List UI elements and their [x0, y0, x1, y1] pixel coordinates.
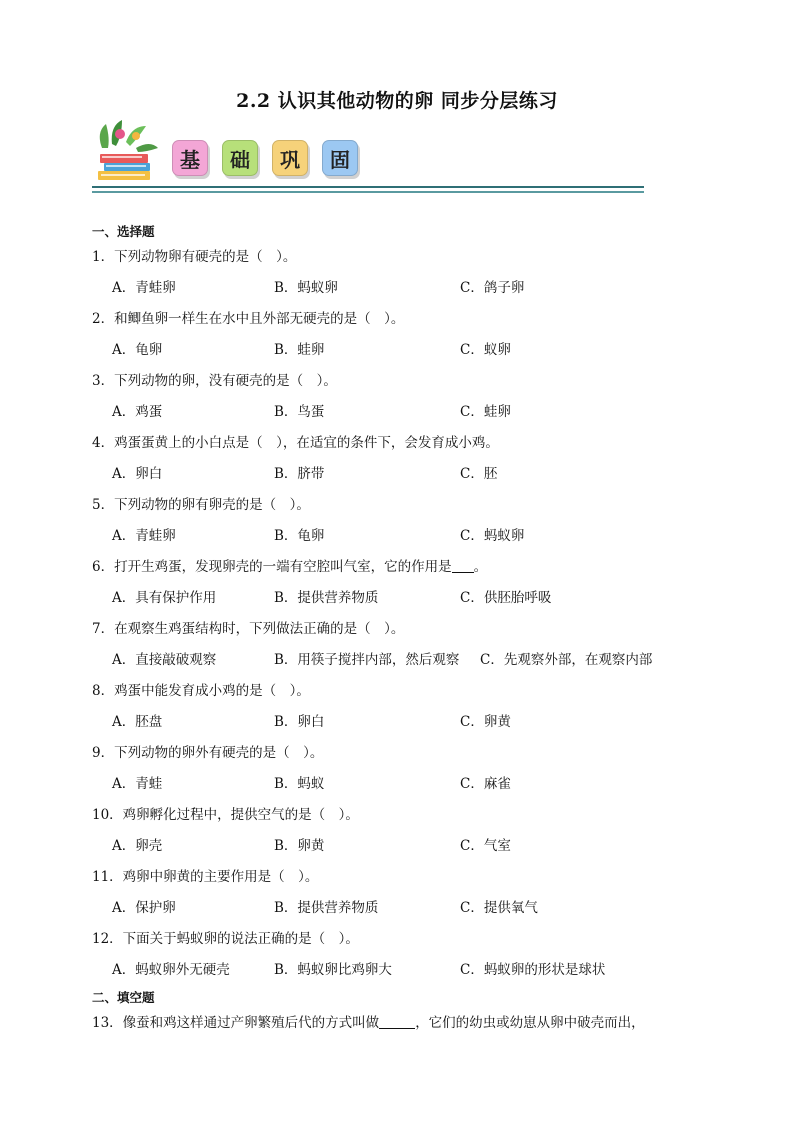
section-banner — [92, 118, 652, 198]
question-stem: 3．下列动物的卵，没有硬壳的是（ ）。 — [92, 373, 337, 389]
option-c: C．气室 — [460, 838, 511, 854]
question-options — [92, 583, 712, 614]
option-a: A．青蛙 — [112, 776, 163, 792]
option-b: B．龟卵 — [274, 528, 325, 544]
question-stem: 13．像蚕和鸡这样通过产卵繁殖后代的方式叫做 ，它们的幼虫或幼崽从卵中破壳而出， — [92, 1015, 645, 1031]
option-a: A．胚盘 — [112, 714, 163, 730]
option-a: A．青蛙卵 — [112, 528, 176, 544]
option-b: B．脐带 — [274, 466, 325, 482]
option-b: B．蚂蚁卵比鸡卵大 — [274, 962, 392, 978]
section-heading-fill: 二、填空题 — [92, 990, 155, 1005]
option-a: A．鸡蛋 — [112, 404, 163, 420]
question-stem: 8．鸡蛋中能发育成小鸡的是（ ）。 — [92, 683, 310, 699]
question-options — [92, 707, 712, 738]
option-c: C．先观察外部，在观察内部 — [480, 652, 653, 668]
option-c: C．胚 — [460, 466, 498, 482]
option-c: C．卵黄 — [460, 714, 511, 730]
banner-tile-gong: 巩 — [272, 140, 308, 176]
section-heading-choice: 一、选择题 — [92, 224, 155, 239]
question-stem: 6．打开生鸡蛋，发现卵壳的一端有空腔叫气室，它的作用是 。 — [92, 559, 488, 575]
question-stem: 12．下面关于蚂蚁卵的说法正确的是（ ）。 — [92, 931, 359, 947]
question-stem: 7．在观察生鸡蛋结构时，下列做法正确的是（ ）。 — [92, 621, 405, 637]
option-a: A．卵白 — [112, 466, 163, 482]
option-c: C．蚂蚁卵 — [460, 528, 525, 544]
option-b: B．卵白 — [274, 714, 325, 730]
answer-blank — [452, 558, 474, 573]
option-c: C．麻雀 — [460, 776, 511, 792]
question-options — [92, 831, 712, 862]
option-b: B．鸟蛋 — [274, 404, 325, 420]
question-options — [92, 273, 712, 304]
question-options — [92, 769, 712, 800]
question-options — [92, 893, 712, 924]
question-options — [92, 521, 712, 552]
question-options — [92, 645, 712, 676]
banner-divider-thin — [92, 191, 644, 193]
answer-blank — [379, 1014, 415, 1029]
banner-divider — [92, 186, 644, 188]
option-a: A．龟卵 — [112, 342, 163, 358]
option-a: A．保护卵 — [112, 900, 176, 916]
question-stem: 5．下列动物的卵有卵壳的是（ ）。 — [92, 497, 310, 513]
banner-tiles — [172, 140, 358, 176]
question-options — [92, 955, 712, 986]
option-b: B．卵黄 — [274, 838, 325, 854]
option-c: C．供胚胎呼吸 — [460, 590, 552, 606]
question-stem: 11．鸡卵中卵黄的主要作用是（ ）。 — [92, 869, 319, 885]
option-b: B．蚂蚁卵 — [274, 280, 338, 296]
option-a: A．青蛙卵 — [112, 280, 176, 296]
question-stem: 2．和鲫鱼卵一样生在水中且外部无硬壳的是（ ）。 — [92, 311, 405, 327]
banner-tile-chu: 础 — [222, 140, 258, 176]
option-c: C．蚂蚁卵的形状是球状 — [460, 962, 606, 978]
question-stem: 1．下列动物卵有硬壳的是（ ）。 — [92, 249, 297, 265]
option-a: A．直接敲破观察 — [112, 652, 217, 668]
option-c: C．蛙卵 — [460, 404, 511, 420]
question-options — [92, 459, 712, 490]
option-b: B．提供营养物质 — [274, 590, 379, 606]
option-a: A．具有保护作用 — [112, 590, 217, 606]
option-b: B．蚂蚁 — [274, 776, 325, 792]
option-a: A．蚂蚁卵外无硬壳 — [112, 962, 230, 978]
banner-tile-ji: 基 — [172, 140, 208, 176]
question-stem: 4．鸡蛋蛋黄上的小白点是（ ），在适宜的条件下，会发育成小鸡。 — [92, 435, 499, 451]
worksheet-body — [92, 222, 712, 1039]
option-a: A．卵壳 — [112, 838, 163, 854]
question-stem: 10．鸡卵孵化过程中，提供空气的是（ ）。 — [92, 807, 359, 823]
page-title: 2.2 认识其他动物的卵 同步分层练习 — [236, 90, 558, 112]
option-b: B．用筷子搅拌内部，然后观察 — [274, 652, 460, 668]
option-b: B．蛙卵 — [274, 342, 325, 358]
option-c: C．蚁卵 — [460, 342, 511, 358]
option-b: B．提供营养物质 — [274, 900, 379, 916]
question-stem: 9．下列动物的卵外有硬壳的是（ ）。 — [92, 745, 324, 761]
option-c: C．鸽子卵 — [460, 280, 525, 296]
banner-tile-gu: 固 — [322, 140, 358, 176]
option-c: C．提供氧气 — [460, 900, 538, 916]
question-options — [92, 397, 712, 428]
books-plant-illustration — [92, 118, 162, 182]
question-options — [92, 335, 712, 366]
